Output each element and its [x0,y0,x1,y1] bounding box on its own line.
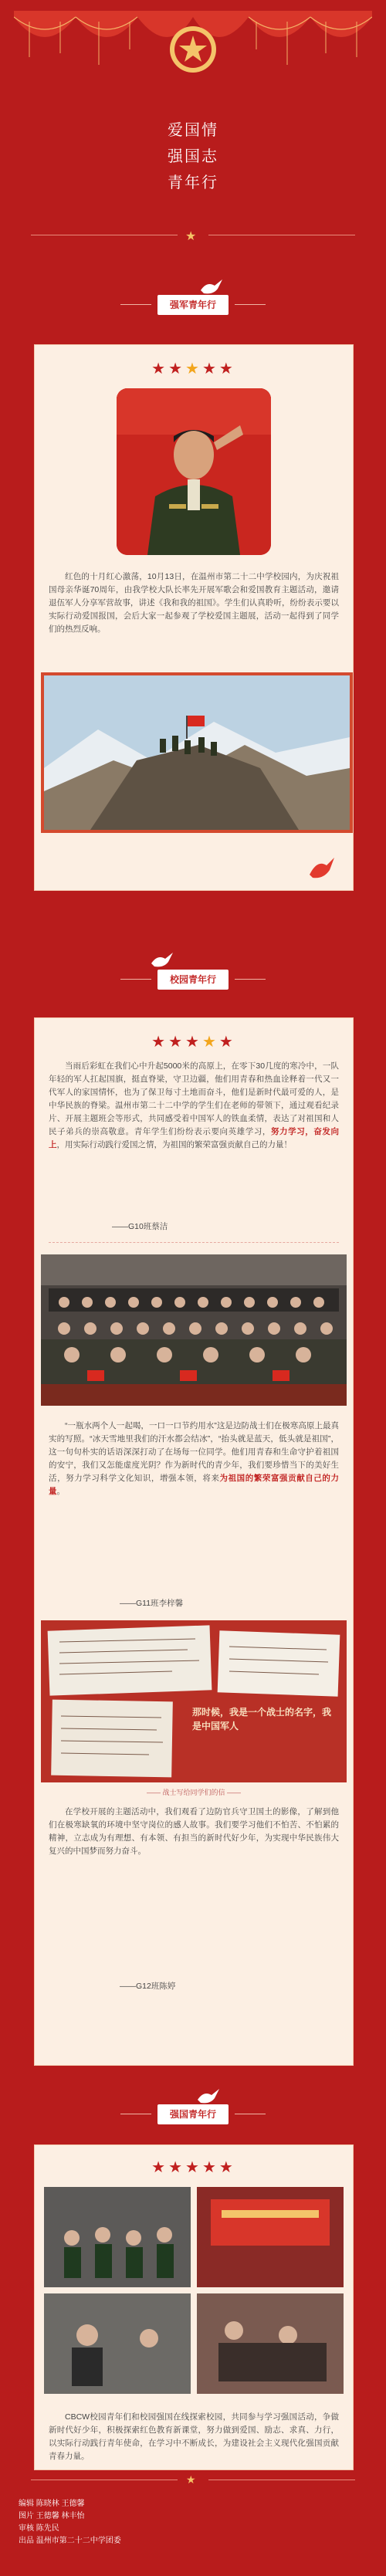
star-icon: ★ [218,361,236,377]
star-icon: ★ [218,1034,236,1051]
section2-card [34,1017,354,2066]
letter-quote-text: 那时候，我是一个战士的名字，我是中国军人 [192,1707,332,1731]
star-icon: ★ [185,230,197,243]
assembly-hall-image [41,1254,347,1406]
soldier-portrait-image [117,388,271,555]
badge-emblem-icon [168,25,218,74]
divider [49,1242,339,1244]
dove-icon [150,951,176,970]
section2-paragraph-3: 在学校开展的主题活动中，我们观看了边防官兵守卫国土的影像，了解到他们在极寒缺氧的环境中坚守岗位的感人故事。我们要学习他们不怕苦、不怕累的精神，立志成为有理想、有本领、有担当的新时代好少年，为实现中华民族伟大复兴的中国梦而努力奋斗。 [49,1807,339,1856]
paragraph-text: ，用实际行动践行爱国之情，为祖国的繁荣富强贡献自己的力量！ [56,1140,292,1149]
rating-stars [35,359,353,378]
paragraph-text: 当雨后彩虹在我们心中升起5000米的高原上，在零下30几度的寒冷中，一队年轻的军人扛起国旗，挺直脊梁，守卫边疆，他们用青春和热血诠释着一代又一代军人的家国情怀，也为了保卫每寸土地而奋斗，他们是新时代最可爱的人，是中华民族的脊梁。温州市第二十二中学的学生们在老师的带领下，通过观看纪录片、开展主题班会等形式，共同感受着中国军人的铁血柔情，表达了对祖国和人民子弟兵的崇高敬意。青年学生们纷纷表示要向英雄学习， [49,1061,339,1136]
section2-paragraph-1 [49,1060,339,1199]
star-icon: ★ [168,2159,186,2176]
section1-card [34,344,354,891]
paragraph-text: 。 [56,1487,65,1496]
header-title-line-3: 青年行 [168,174,218,191]
rating-stars [35,1032,353,1051]
star-icon: ★ [201,1034,219,1051]
star-icon: ★ [185,361,202,377]
section-label: 强军青年行 [157,295,229,315]
author-signature: ——G12班陈婷 [120,1982,176,1991]
star-icon: ★ [185,2159,202,2176]
section2-paragraph-2 [49,1420,339,1574]
star-icon: ★ [186,2473,196,2486]
star-icon: ★ [168,361,186,377]
star-icon: ★ [185,1034,202,1051]
star-icon: ★ [151,361,169,377]
star-icon: ★ [201,2159,219,2176]
section-label: 校园青年行 [157,970,229,990]
dove-icon [199,278,225,296]
rating-stars [35,2158,353,2177]
paragraph-text: “一瓶水两个人一起喝，一口一口节约用水”这是边防战士们在极寒高原上最真实的写照。“冰天雪地里我们的汗水都会结冰”，“抬头就是蓝天，低头就是祖国”，这一句句朴实的话语深深打动了在场每一位同学。他们用青春和生命守护着祖国的安宁，我们又怎能虚度光阴？作为新时代的青少年，我们要珍惜当下的美好生活，努力学习科学文化知识，增强本领，将来 [49,1421,339,1483]
author-signature: ——G11班李梓馨 [120,1599,184,1608]
star-icon: ★ [151,1034,169,1051]
section-label: 强国青年行 [157,2104,229,2124]
section3-paragraph: CBCW校园青年们和校园强国在线探索校园，共同参与学习强国活动，争做新时代好少年，积极探索红色教育新课堂，努力做到爱国、励志、求真、力行，以实际行动践行青年使命，在学习中不断成长，为建设社会主义现代化强国贡献青春力量。 [49,2412,339,2461]
letters-collage-image [41,1620,347,1782]
star-icon: ★ [168,1034,186,1051]
image-caption: —— 战士写给同学们的信 —— [146,1789,241,1796]
credit-line: 图片 王德馨 林丰怡 [19,2512,85,2520]
ribbon-decoration-icon [306,855,337,881]
star-icon: ★ [151,2159,169,2176]
section1-paragraph: 红色的十月红心激荡，10月13日，在温州市第二十二中学校园内，为庆祝祖国母亲华诞70周年，由我学校大队长率先开展军歌会和爱国教育主题活动，邀请退伍军人分享军营故事，讲述《我和我的祖国》。学生们认真聆听，纷纷表示要以实际行动爱国报国，会后大家一起参观了学校爱国主题展，活动一起得到了同学们的热烈反响。 [49,572,339,634]
author-signature: ——G10班蔡洁 [112,1222,168,1231]
highlight-text: 为祖国的繁荣富强贡献自己的力量 [49,1474,340,1496]
credit-line: 编辑 陈晓林 王德馨 [19,2500,85,2508]
star-icon: ★ [218,2159,236,2176]
header-title-line-1: 爱国情 [168,122,218,139]
dove-icon [196,2087,222,2106]
mountain-troops-image [41,672,353,833]
header-title-line-2: 强国志 [168,148,218,165]
activity-photo-grid [41,2184,347,2397]
section3-card [34,2144,354,2470]
highlight-text: 努力学习，奋发向上 [49,1127,339,1149]
credit-line: 审核 陈先民 [19,2524,59,2533]
header-titles [0,117,386,196]
footer-credits [19,2498,121,2547]
star-icon: ★ [201,361,219,377]
credit-line: 出品 温州市第二十二中学团委 [19,2537,121,2545]
